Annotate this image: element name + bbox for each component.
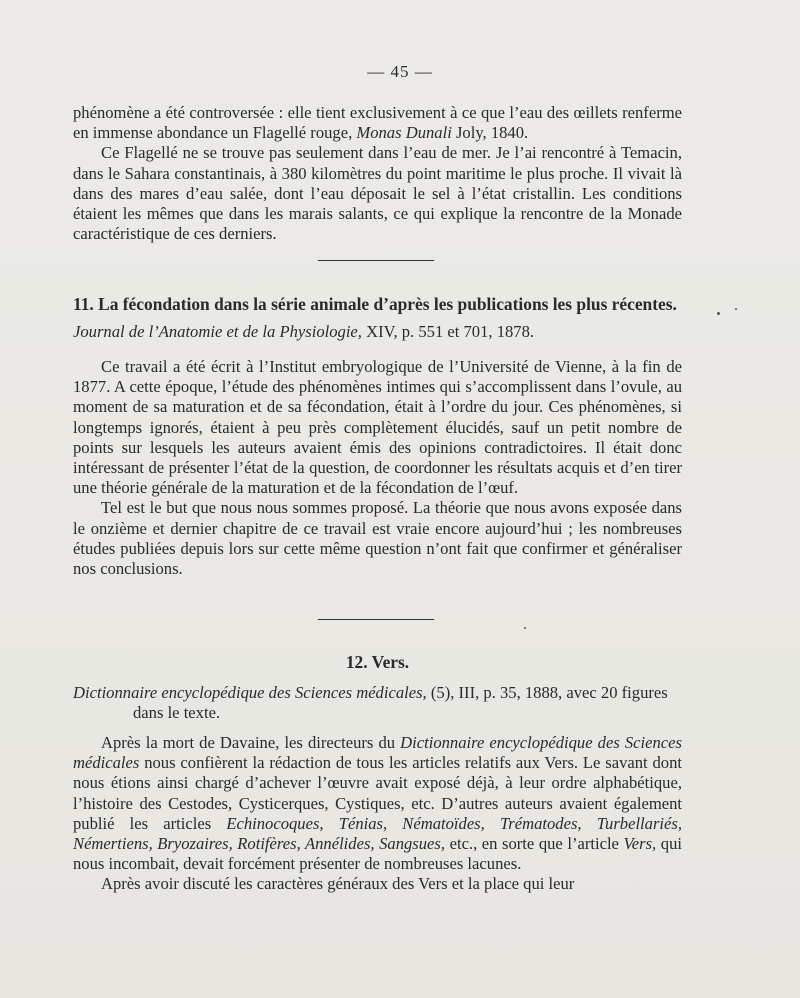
s12-p1-d: Echinocoques, Ténias, Nématoïdes, Trématodes, Turbellariés, Némertiens, Bryozaires, Rotifères, Annélides, Sangsues, <box>73 813 683 854</box>
section-11-reference <box>73 322 682 342</box>
page-number: — 45 — <box>367 62 433 81</box>
section-12-paragraph-2: Après avoir discuté les caractères généraux des Vers et la place qui leur <box>101 874 575 894</box>
section-11-body <box>73 357 682 579</box>
section-11-ref-journal: Journal de l’Anatomie et de la Physiologie, <box>73 322 362 341</box>
section-11-ref-details: XIV, p. 551 et 701, 1878. <box>361 322 535 341</box>
s12-p1-a: Après la mort de Davaine, les directeurs du <box>101 733 401 752</box>
section-divider-1 <box>318 260 434 261</box>
scan-speck <box>735 308 737 310</box>
section-12-reference <box>73 683 682 723</box>
section-12-title: 12. Vers. <box>345 652 410 672</box>
section-12-ref-details: (5), III, p. 35, 1888, avec 20 figures <box>426 683 668 702</box>
section-divider-2 <box>318 619 434 620</box>
intro-p1-end: Joly, 1840. <box>451 123 529 143</box>
section-12-paragraph-1 <box>73 733 682 874</box>
s12-p1-f: Vers, <box>623 834 657 854</box>
section-12-ref-dictionary: Dictionnaire encyclopédique des Sciences médicales, <box>73 683 427 702</box>
scan-speck <box>717 312 720 315</box>
intro-p1-text: phénomène a été controversée : elle tient exclusivement à ce que l’eau des œillets renferme en immense abondance un Flagellé rouge, <box>73 103 682 143</box>
s12-p1-c: nous confièrent la rédaction de tous les articles relatifs aux Vers. Le savant dont nous étions ainsi chargé d’achever l’œuvre avait exposé déjà, à leur ordre alphabétique, l’histoire des Cestodes, Cysticerques, Cystiques, etc. D’autres auteurs avaient également publié les articles <box>73 753 682 833</box>
scan-speck <box>524 627 526 629</box>
s12-p1-g: qui nous incombait, devait forcément présenter de nombreuses lacunes. <box>73 834 682 874</box>
intro-paragraph-2: Ce Flagellé ne se trouve pas seulement dans l’eau de mer. Je l’ai rencontré à Temacin, dans le Sahara constantinais, à 380 kilomètres du point maritime le plus proche. Il vivait là dans des mares d’eau salée, dont l’eau déposait le sel à l’état cristallin. Les conditions étaient les mêmes que dans les marais salants, ce qui explique la rencontre de la Monade caractéristique de ces derniers. <box>73 143 682 244</box>
species-name: Monas Dunali <box>356 123 452 143</box>
section-11-paragraph-1: Ce travail a été écrit à l’Institut embryologique de l’Université de Vienne, à la fin de 1877. A cette époque, l’étude des phénomènes intimes qui s’accomplissent dans l’ovule, au moment de sa maturation et de sa fécondation, était à l’ordre du jour. Ces phénomènes, si longtemps ignorés, étaient à peu près complètement élucidés, sauf un petit nombre de points sur lesquels les auteurs avaient émis des opinions contradictoires. Il était donc intéressant de présenter l’état de la question, de coordonner les résultats acquis et d’en tirer une théorie générale de la maturation et de la fécondation de l’œuf. <box>73 357 682 498</box>
intro-text <box>73 103 682 244</box>
section-11-title: 11. La fécondation dans la série animale d’après les publications les plus récentes. <box>73 294 677 314</box>
s12-p1-e: etc., en sorte que l’article <box>445 834 624 854</box>
section-11-paragraph-2: Tel est le but que nous nous sommes proposé. La théorie que nous avons exposée dans le onzième et dernier chapitre de ce travail est vraie encore aujourd’hui ; les nombreuses études publiées depuis lors sur cette même question n’ont fait que confirmer et généraliser nos conclusions. <box>73 498 682 579</box>
intro-paragraph-1 <box>73 103 682 143</box>
s12-p1-b: Dictionnaire encyclopédique des Sciences médicales <box>73 733 682 773</box>
section-12-body <box>73 733 682 895</box>
section-12-ref-continuation: dans le texte. <box>133 703 221 723</box>
